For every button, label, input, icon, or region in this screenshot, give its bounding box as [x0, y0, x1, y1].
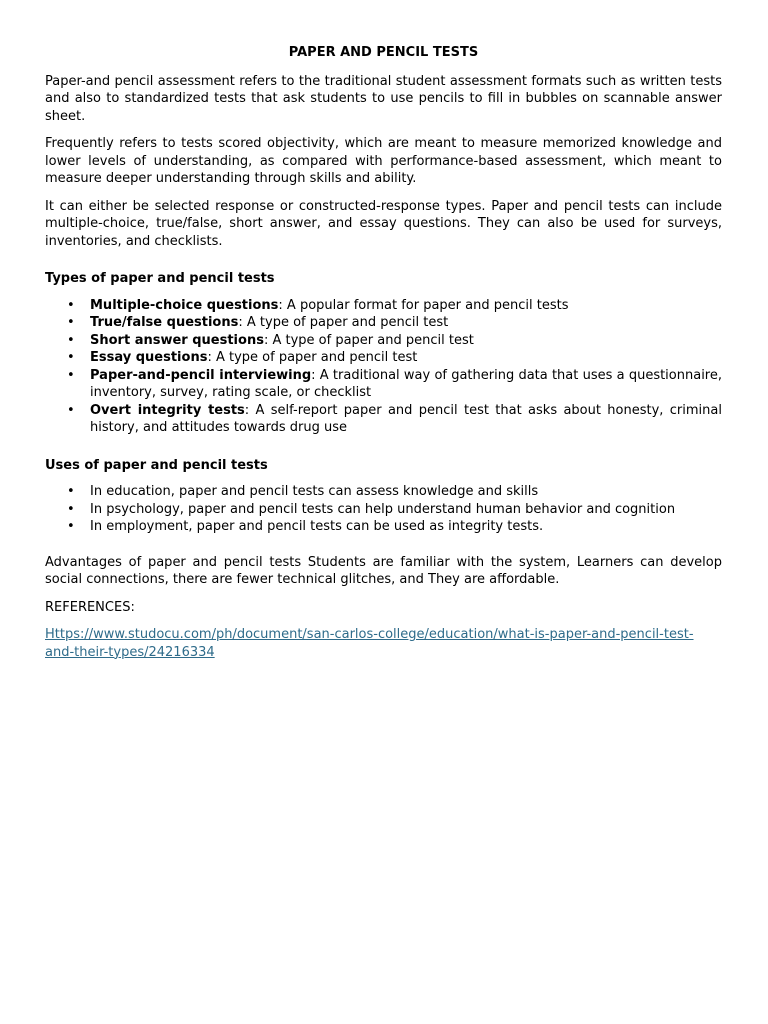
type-term: Multiple-choice questions — [90, 297, 279, 313]
type-description: : A self-report paper and pencil test that asks about honesty, criminal history, and attitudes towards drug use — [90, 402, 722, 435]
document-title: PAPER AND PENCIL TESTS — [288, 45, 479, 60]
type-description: : A type of paper and pencil test — [238, 315, 449, 330]
types-list-item — [90, 367, 722, 402]
type-description: : A type of paper and pencil test — [263, 332, 474, 348]
intro-paragraph-3: It can either be selected response or constructed-response types. Paper and pencil tests can include multiple-choice, true/false, short answer, and essay questions. They can also be used for surveys, inventories, and checklists. — [45, 198, 722, 249]
types-list-item — [90, 349, 722, 367]
reference-link[interactable]: Https://www.studocu.com/ph/document/san-carlos-college/education/what-is-paper-and-pencil-test-and-their-types/24216334 — [45, 627, 694, 660]
types-list-item — [90, 402, 722, 437]
type-term: Short answer questions — [90, 332, 264, 348]
intro-paragraph-1: Paper-and pencil assessment refers to the traditional student assessment formats such as written tests and also to standardized tests that ask students to use pencils to fill in bubbles on scannable answer sheet. — [45, 73, 722, 124]
uses-list-item: • In education, paper and pencil tests can assess knowledge and skills — [90, 483, 722, 501]
type-term: True/false questions — [90, 315, 239, 330]
type-description: : A type of paper and pencil test — [207, 350, 418, 365]
type-description: : A traditional way of gathering data that uses a questionnaire, inventory, survey, rating scale, or checklist — [90, 367, 722, 400]
uses-list-item: • In employment, paper and pencil tests can be used as integrity tests. — [90, 518, 722, 536]
type-term: Paper-and-pencil interviewing — [90, 367, 312, 383]
document-page — [45, 44, 722, 671]
types-list — [45, 297, 722, 437]
uses-heading: Uses of paper and pencil tests — [45, 457, 268, 473]
advantages-paragraph: Advantages of paper and pencil tests Students are familiar with the system, Learners can develop social connections, there are fewer technical glitches, and They are affordable. — [45, 554, 722, 587]
uses-list-item: • In psychology, paper and pencil tests can help understand human behavior and cognition — [90, 501, 722, 519]
type-term: Overt integrity tests — [90, 402, 245, 418]
uses-list — [45, 483, 722, 536]
reference-item — [45, 626, 722, 661]
types-list-item — [90, 297, 722, 315]
types-list-item — [90, 314, 722, 332]
references-label: REFERENCES: — [45, 599, 135, 615]
types-list-item — [90, 332, 722, 350]
types-heading: Types of paper and pencil tests — [45, 271, 275, 286]
type-description: : A popular format for paper and pencil tests — [278, 297, 569, 313]
intro-paragraph-2: Frequently refers to tests scored objectivity, which are meant to measure memorized knowledge and lower levels of understanding, as compared with performance-based assessment, which meant to measure deeper understanding through skills and ability. — [45, 136, 722, 186]
type-term: Essay questions — [90, 350, 208, 365]
